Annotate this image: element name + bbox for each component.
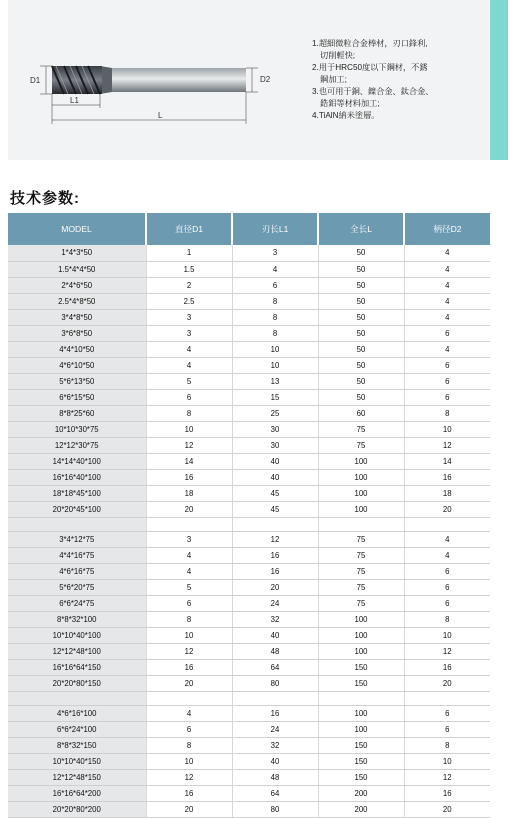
cell-l: 75 xyxy=(318,421,404,437)
cell-model: 14*14*40*100 xyxy=(8,453,146,469)
cell-d2: 6 xyxy=(404,579,490,595)
cell-l: 50 xyxy=(318,357,404,373)
cell-d1: 6 xyxy=(146,721,232,737)
cell-model: 2*4*6*50 xyxy=(8,277,146,293)
cell-l1: 6 xyxy=(232,277,318,293)
cell-d2: 12 xyxy=(404,643,490,659)
cell-model: 4*6*16*100 xyxy=(8,705,146,721)
cell-l1: 32 xyxy=(232,611,318,627)
feature-line: 鋼加工; xyxy=(320,75,347,84)
header-model: MODEL xyxy=(8,213,146,245)
cell-d1: 2 xyxy=(146,277,232,293)
cell-d1: 5 xyxy=(146,579,232,595)
cell-d1: 20 xyxy=(146,801,232,817)
spacer-cell xyxy=(404,517,490,531)
cell-l1: 8 xyxy=(232,309,318,325)
cell-d2: 18 xyxy=(404,485,490,501)
cell-l: 150 xyxy=(318,675,404,691)
table-row xyxy=(8,373,490,389)
cell-l1: 8 xyxy=(232,293,318,309)
table-row xyxy=(8,611,490,627)
cell-l1: 15 xyxy=(232,389,318,405)
cell-model: 3*4*12*75 xyxy=(8,531,146,547)
cell-model: 16*16*40*100 xyxy=(8,469,146,485)
cell-l: 150 xyxy=(318,769,404,785)
cell-d1: 18 xyxy=(146,485,232,501)
spacer-cell xyxy=(146,691,232,705)
table-row xyxy=(8,277,490,293)
cell-d1: 4 xyxy=(146,341,232,357)
cell-l1: 80 xyxy=(232,675,318,691)
table-row xyxy=(8,421,490,437)
cell-l1: 40 xyxy=(232,627,318,643)
d2-label: D2 xyxy=(260,75,271,84)
cell-d2: 10 xyxy=(404,627,490,643)
spacer-cell xyxy=(318,691,404,705)
cell-d2: 6 xyxy=(404,705,490,721)
cell-model: 10*10*40*150 xyxy=(8,753,146,769)
cell-d2: 12 xyxy=(404,769,490,785)
cell-l1: 3 xyxy=(232,245,318,261)
cell-model: 5*6*20*75 xyxy=(8,579,146,595)
cell-d2: 4 xyxy=(404,341,490,357)
cell-model: 12*12*48*150 xyxy=(8,769,146,785)
cell-model: 3*4*8*50 xyxy=(8,309,146,325)
spacer-cell xyxy=(146,517,232,531)
cell-d2: 4 xyxy=(404,531,490,547)
cell-model: 8*8*25*60 xyxy=(8,405,146,421)
cell-d1: 16 xyxy=(146,659,232,675)
cell-d1: 3 xyxy=(146,325,232,341)
table-row xyxy=(8,453,490,469)
cell-l: 50 xyxy=(318,293,404,309)
feature-line: 切削輕快; xyxy=(320,51,356,60)
side-margin xyxy=(490,213,508,717)
cell-d2: 10 xyxy=(404,753,490,769)
table-row xyxy=(8,563,490,579)
table-row xyxy=(8,785,490,801)
cell-l: 100 xyxy=(318,705,404,721)
cell-l: 50 xyxy=(318,245,404,261)
cell-d1: 12 xyxy=(146,769,232,785)
cell-l: 150 xyxy=(318,753,404,769)
cell-model: 6*6*24*100 xyxy=(8,721,146,737)
cell-model: 16*16*64*150 xyxy=(8,659,146,675)
cell-l1: 64 xyxy=(232,785,318,801)
cell-d2: 8 xyxy=(404,611,490,627)
cell-model: 10*10*30*75 xyxy=(8,421,146,437)
spacer-row xyxy=(8,691,490,705)
cell-d1: 3 xyxy=(146,309,232,325)
header-l1: 刃长L1 xyxy=(232,213,318,245)
cell-d1: 4 xyxy=(146,705,232,721)
cell-l: 200 xyxy=(318,785,404,801)
cell-model: 6*6*15*50 xyxy=(8,389,146,405)
table-row xyxy=(8,579,490,595)
cell-model: 12*12*30*75 xyxy=(8,437,146,453)
cell-d2: 6 xyxy=(404,721,490,737)
cell-d1: 1 xyxy=(146,245,232,261)
cell-l1: 16 xyxy=(232,705,318,721)
cell-l: 75 xyxy=(318,437,404,453)
cell-l: 100 xyxy=(318,611,404,627)
cell-d1: 20 xyxy=(146,501,232,517)
cell-d2: 20 xyxy=(404,501,490,517)
cell-model: 16*16*64*200 xyxy=(8,785,146,801)
cell-d1: 4 xyxy=(146,563,232,579)
cell-l: 100 xyxy=(318,643,404,659)
table-row xyxy=(8,325,490,341)
table-row xyxy=(8,769,490,785)
cell-l: 50 xyxy=(318,373,404,389)
cell-d2: 6 xyxy=(404,325,490,341)
table-row xyxy=(8,437,490,453)
table-row xyxy=(8,737,490,753)
cell-d2: 8 xyxy=(404,405,490,421)
cell-l: 60 xyxy=(318,405,404,421)
cell-l1: 12 xyxy=(232,531,318,547)
cell-l: 100 xyxy=(318,721,404,737)
cell-l1: 40 xyxy=(232,753,318,769)
spacer-cell xyxy=(8,517,146,531)
table-row xyxy=(8,469,490,485)
table-row xyxy=(8,753,490,769)
cell-d1: 3 xyxy=(146,531,232,547)
table-row xyxy=(8,531,490,547)
cell-l1: 40 xyxy=(232,469,318,485)
cell-l: 75 xyxy=(318,531,404,547)
d1-label: D1 xyxy=(30,76,41,85)
table-row xyxy=(8,341,490,357)
table-row xyxy=(8,389,490,405)
cell-l: 200 xyxy=(318,801,404,817)
feature-line: 1.超細微粒合金棒材，刃口鋒利, xyxy=(312,39,428,48)
cell-d2: 12 xyxy=(404,437,490,453)
cell-d1: 1.5 xyxy=(146,261,232,277)
cell-d1: 12 xyxy=(146,643,232,659)
cell-model: 1*4*3*50 xyxy=(8,245,146,261)
cell-model: 4*4*16*75 xyxy=(8,547,146,563)
cell-d1: 2.5 xyxy=(146,293,232,309)
cell-d2: 6 xyxy=(404,595,490,611)
table-row xyxy=(8,721,490,737)
section-title: 技术参数: xyxy=(10,190,80,207)
table-row xyxy=(8,501,490,517)
cell-l: 75 xyxy=(318,563,404,579)
cell-l1: 80 xyxy=(232,801,318,817)
cell-d1: 20 xyxy=(146,675,232,691)
cell-model: 8*8*32*150 xyxy=(8,737,146,753)
cell-l: 100 xyxy=(318,501,404,517)
cell-l1: 45 xyxy=(232,485,318,501)
cell-d2: 6 xyxy=(404,373,490,389)
header-d1: 直径D1 xyxy=(146,213,232,245)
spacer-cell xyxy=(232,691,318,705)
cell-model: 4*6*10*50 xyxy=(8,357,146,373)
cell-d2: 16 xyxy=(404,469,490,485)
cell-l1: 10 xyxy=(232,341,318,357)
cell-d1: 16 xyxy=(146,785,232,801)
table-row xyxy=(8,405,490,421)
cell-l: 100 xyxy=(318,485,404,501)
cell-d1: 6 xyxy=(146,595,232,611)
cell-d2: 6 xyxy=(404,563,490,579)
cell-l1: 32 xyxy=(232,737,318,753)
cell-l1: 30 xyxy=(232,421,318,437)
cell-l: 50 xyxy=(318,309,404,325)
cell-d1: 14 xyxy=(146,453,232,469)
cell-model: 1.5*4*4*50 xyxy=(8,261,146,277)
cell-d2: 14 xyxy=(404,453,490,469)
cell-l1: 16 xyxy=(232,563,318,579)
cell-d1: 6 xyxy=(146,389,232,405)
accent-bar xyxy=(490,0,508,160)
table-row xyxy=(8,627,490,643)
cell-l: 75 xyxy=(318,579,404,595)
cell-l1: 13 xyxy=(232,373,318,389)
cell-l1: 24 xyxy=(232,595,318,611)
cell-l1: 25 xyxy=(232,405,318,421)
spacer-cell xyxy=(318,517,404,531)
cell-l: 50 xyxy=(318,341,404,357)
cell-d2: 8 xyxy=(404,737,490,753)
cell-l: 150 xyxy=(318,659,404,675)
cell-d1: 5 xyxy=(146,373,232,389)
l1-label: L1 xyxy=(70,96,79,105)
cell-d2: 6 xyxy=(404,389,490,405)
cell-l: 50 xyxy=(318,261,404,277)
table-row xyxy=(8,293,490,309)
table-row xyxy=(8,261,490,277)
cell-l: 150 xyxy=(318,737,404,753)
table-row xyxy=(8,309,490,325)
feature-list xyxy=(312,38,492,122)
header-d2: 柄径D2 xyxy=(404,213,490,245)
feature-line: 3.也可用于銅、鎳合金、鈦合金、 xyxy=(312,87,434,96)
cell-model: 5*6*13*50 xyxy=(8,373,146,389)
cell-model: 2.5*4*8*50 xyxy=(8,293,146,309)
cell-l1: 48 xyxy=(232,643,318,659)
feature-line: 4.TiAlN納米塗層。 xyxy=(312,111,380,120)
spacer-cell xyxy=(232,517,318,531)
cell-l: 75 xyxy=(318,595,404,611)
cell-l1: 4 xyxy=(232,261,318,277)
cell-d1: 8 xyxy=(146,611,232,627)
cell-d1: 16 xyxy=(146,469,232,485)
cell-d2: 20 xyxy=(404,675,490,691)
table-row xyxy=(8,801,490,817)
cell-d1: 8 xyxy=(146,737,232,753)
cell-model: 3*6*8*50 xyxy=(8,325,146,341)
cell-l: 100 xyxy=(318,453,404,469)
table-row xyxy=(8,643,490,659)
cell-model: 18*18*45*100 xyxy=(8,485,146,501)
cell-l1: 24 xyxy=(232,721,318,737)
table-header-row xyxy=(8,213,490,245)
spacer-row xyxy=(8,517,490,531)
cell-d2: 4 xyxy=(404,261,490,277)
cell-l1: 30 xyxy=(232,437,318,453)
cell-l: 75 xyxy=(318,547,404,563)
cell-model: 20*20*45*100 xyxy=(8,501,146,517)
cell-d1: 8 xyxy=(146,405,232,421)
feature-line: 2.用于HRC50度以下鋼材，不銹 xyxy=(312,63,428,72)
table-row xyxy=(8,595,490,611)
cell-model: 20*20*80*200 xyxy=(8,801,146,817)
cell-model: 4*6*16*75 xyxy=(8,563,146,579)
cell-model: 8*8*32*100 xyxy=(8,611,146,627)
cell-d1: 4 xyxy=(146,547,232,563)
cell-d2: 4 xyxy=(404,277,490,293)
cell-d2: 6 xyxy=(404,357,490,373)
spacer-cell xyxy=(8,691,146,705)
cell-l1: 48 xyxy=(232,769,318,785)
table-row xyxy=(8,485,490,501)
feature-line: 鋯鋁等材料加工; xyxy=(320,99,380,108)
cell-l1: 20 xyxy=(232,579,318,595)
spacer-cell xyxy=(404,691,490,705)
end-mill-drawing xyxy=(30,50,290,130)
cell-l: 50 xyxy=(318,325,404,341)
cell-l: 50 xyxy=(318,277,404,293)
cell-d2: 10 xyxy=(404,421,490,437)
shank-shape xyxy=(110,68,246,92)
table-row xyxy=(8,547,490,563)
cell-model: 4*4*10*50 xyxy=(8,341,146,357)
cell-d2: 16 xyxy=(404,659,490,675)
table-row xyxy=(8,245,490,261)
cell-l1: 45 xyxy=(232,501,318,517)
cell-l: 50 xyxy=(318,389,404,405)
table-row xyxy=(8,357,490,373)
cell-d2: 4 xyxy=(404,547,490,563)
cell-l: 100 xyxy=(318,627,404,643)
cell-d1: 10 xyxy=(146,753,232,769)
cell-l1: 16 xyxy=(232,547,318,563)
cell-model: 6*6*24*75 xyxy=(8,595,146,611)
cell-d1: 10 xyxy=(146,421,232,437)
cell-l: 100 xyxy=(318,469,404,485)
cell-d1: 12 xyxy=(146,437,232,453)
cell-l1: 8 xyxy=(232,325,318,341)
cell-d1: 4 xyxy=(146,357,232,373)
cell-d1: 10 xyxy=(146,627,232,643)
cell-l1: 10 xyxy=(232,357,318,373)
header-l: 全长L xyxy=(318,213,404,245)
l-label: L xyxy=(158,111,163,120)
cell-d2: 4 xyxy=(404,245,490,261)
cell-model: 10*10*40*100 xyxy=(8,627,146,643)
cell-d2: 4 xyxy=(404,293,490,309)
spec-table xyxy=(8,213,490,818)
cell-d2: 20 xyxy=(404,801,490,817)
table-row xyxy=(8,705,490,721)
cell-l1: 40 xyxy=(232,453,318,469)
cell-d2: 4 xyxy=(404,309,490,325)
table-row xyxy=(8,675,490,691)
table-row xyxy=(8,659,490,675)
cell-model: 12*12*48*100 xyxy=(8,643,146,659)
cell-d2: 16 xyxy=(404,785,490,801)
cell-model: 20*20*80*150 xyxy=(8,675,146,691)
cell-l1: 64 xyxy=(232,659,318,675)
